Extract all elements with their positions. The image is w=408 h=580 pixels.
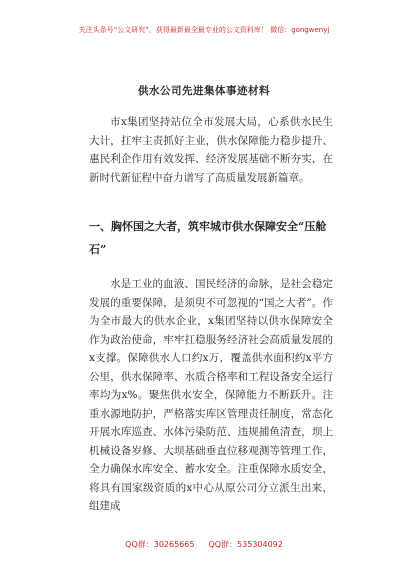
footer-contact [0,539,408,550]
intro-paragraph [89,113,333,187]
promo-banner: 关注头条号“公文研究”，获得最新最全最专业的公文资料库！ 微信：gongwenyj [78,26,330,34]
section-heading: 一、胸怀国之大者，筑牢城市供水保障安全“压舱石” [89,220,327,256]
paragraph-text: 市x集团坚持站位全市发展大局，心系供水民生大计，扛牢主责抓好主业，供水保障能力稳步提升、惠民利企作用有效发挥、经济发展基础不断夯实，在新时代新征程中奋力谱写了高质量发展新篇章。 [89,116,333,184]
paragraph-text: 水是工业的血液、国民经济的命脉，是社会稳定发展的重要保障，是须臾不可忽视的“国之大者”。作为全市最大的供水企业，x集团坚持以供水保障安全作为政治使命，牢牢扛稳服务经济社会高质量发展的x支撑。保障供水人口约x万，覆盖供水面积约x平方公里，供水保障率、水质合格率和工程设备安全运行率均为x%。聚焦供水安全，保障能力不断跃升。注重水源地防护，严格落实库区管理责任制度，常态化开展水库巡查、水体污染防范、违规捕鱼清查，坝上机械设备岁修、大坝基础垂直位移观测等管理工作，全力确保水库安全、蓄水安全。注重保障水质安全，将具有国家级资质的x中心从原公司分立派生出来，组建成 [89,278,333,512]
document-title: 供水公司先进集体事迹材料 [138,85,270,97]
qq-group-1: QQ群：30265665 [125,540,195,549]
body-paragraph [89,275,333,516]
qq-group-2: QQ群：535304092 [208,540,283,549]
